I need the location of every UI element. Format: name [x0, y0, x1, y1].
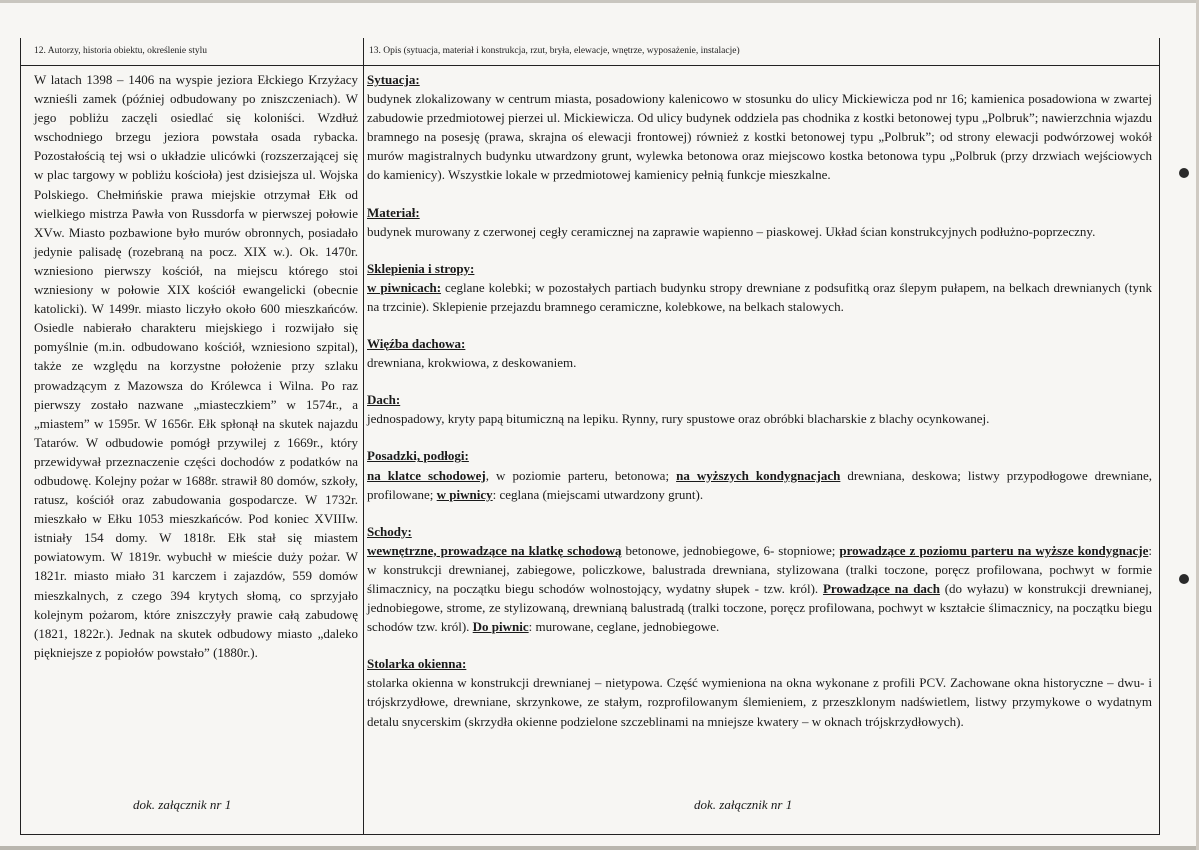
section-text: jednospadowy, kryty papą bitumiczną na lepiku. Rynny, rury spustowe oraz obróbki blacharskie z blachy ocynkowanej.: [367, 411, 990, 427]
scan-edge-top: [0, 0, 1199, 3]
section-lead: wewnętrzne, prowadzące na klatkę schodową: [367, 542, 622, 558]
section-lead: w piwnicach:: [367, 279, 442, 295]
section-title: Sytuacja:: [367, 72, 420, 87]
section-title: Więźba dachowa:: [367, 336, 466, 352]
section-lead: Prowadzące na dach: [822, 580, 940, 596]
section-body: betonowe, jednobiegowe, 6- stopniowe;: [621, 542, 840, 558]
section-stolarka: [367, 654, 1152, 730]
section-body: (do wyłazu) w konstrukcji drewnianej, jednobiegowe, strome, ze stylizowaną, drewnianą balustradą (tralki toczone, poręcz profilowana, pochwyt w kształcie ślimacznicy, na początku biegu schodów tzw. król).: [367, 580, 1152, 635]
section-text: stolarka okienna w konstrukcji drewnianej – nietypowa. Część wymieniona na okna wykonane z profili PCV. Zachowane okna historyczne – dwu- i trójskrzydłowe, drewniane, skrzynkowe, ze stałym, rozprofilowanym ślemieniem, z przeszklonym nadświetlem, listwy przymykowe o wydatnym detalu snycerskim (skrzydła okienne podzielone szczeblinami na mniejsze kwatery – w oknach trójskrzydłowych).: [367, 675, 1152, 729]
section-lead: na klatce schodowej: [367, 467, 486, 483]
section-text: drewniana, krokwiowa, z deskowaniem.: [367, 355, 577, 371]
section-body: : murowane, ceglane, jednobiegowe.: [528, 619, 720, 635]
section-posadzki: [367, 446, 1152, 503]
section-wiezba: [367, 334, 1152, 372]
binder-hole-bottom: [1179, 574, 1189, 584]
section-body: ceglane kolebki; w pozostałych partiach budynku stropy drewniane z podsufitką oraz ślepym pułapem, na belkach drewnianych (tynk na trzcinie). Sklepienie przejazdu bramnego ceramiczne, kolebkowe, na belkach stalowych.: [367, 279, 1153, 314]
attachment-note-right: dok. załącznik nr 1: [694, 797, 793, 812]
section-sytuacja: [367, 70, 1152, 185]
section-text: [367, 541, 1152, 636]
history-column: [34, 70, 358, 662]
section-body: : w konstrukcji drewnianej, zabiegowe, policzkowe, balustrada drewniana, stylizowana (tralki toczone, poręcz profilowana, pochwyt w formie ślimacznicy, na początku biegu schodów wolnostojący, wydatny słupek - tzw. król).: [367, 542, 1153, 596]
section-body: , w poziomie parteru, betonowa;: [485, 467, 677, 483]
section-text: budynek murowany z czerwonej cegły ceramicznej na zaprawie wapienno – piaskowej. Układ ścian konstrukcyjnych podłużno-poprzeczny.: [367, 223, 1096, 239]
section-title: Materiał:: [367, 204, 420, 220]
description-column: [367, 70, 1152, 749]
attachment-note-left: dok. załącznik nr 1: [133, 797, 232, 812]
section-body: : ceglana (miejscami utwardzony grunt).: [492, 486, 704, 502]
section-title: Stolarka okienna:: [367, 656, 467, 672]
column-divider: [363, 38, 364, 834]
section-dach: [367, 390, 1152, 428]
section-title: Dach:: [367, 392, 401, 408]
section-title: Schody:: [367, 523, 412, 539]
section-lead: w piwnicy: [436, 486, 493, 502]
section-text: [367, 278, 1152, 316]
section-title: Posadzki, podłogi:: [367, 448, 469, 464]
section-schody: [367, 522, 1152, 637]
header-right: 13. Opis (sytuacja, materiał i konstrukcja, rzut, bryła, elewacje, wnętrze, wyposażenie, instalacje): [369, 46, 740, 56]
section-material: [367, 203, 1152, 241]
scan-edge-bottom: [0, 846, 1199, 850]
section-lead: na wyższych kondygnacjach: [676, 467, 841, 483]
binder-hole-top: [1179, 168, 1189, 178]
section-sklepienia: [367, 259, 1152, 316]
history-text: W latach 1398 – 1406 na wyspie jeziora Ełckiego Krzyżacy wznieśli zamek (później odbudowany po zniszczeniach). W jego pobliżu zaczęli osiedlać się koloniści. Wzdłuż wschodniego brzegu jeziora powstała osada rybacka. Pozostałością tej wsi o układzie ulicówki (rozszerzającej się w plac targowy w pobliżu kościoła) jest dzisiejsza ul. Wojska Polskiego. Chełmińskie prawa miejskie otrzymał Ełk od wielkiego mistrza Pawła von Russdorfa w pierwszej połowie XVw. Miasto pozbawione było murów obronnych, posiadało jedynie palisadę (rozebraną na pocz. XIX w.). Ok. 1470r. wzniesiono pierwszy kościół, na miejscu którego stoi wzniesiony w połowie XIX kościół ewangelicki (obecnie katolicki). W 1499r. miasto liczyło około 600 mieszkańców. Osiedle nabierało charakteru miejskiego i rozwijało się pomyślnie (m.in. odbudowano kościół, wzniesiono szpital), także ze względu na korzystne położenie przy szlaku prowadzącym z Mazowsza do Królewca i Wilna. Po raz pierwszy zostało nazwane „miasteczkiem” w 1574r., a „miastem” w 1595r. W 1656r. Ełk spłonął na skutek najazdu Tatarów. W odbudowie pomógł przywilej z 1669r., który przewidywał przeznaczenie części dochodów z podatków na odbudowę. Kolejny pożar w 1688r. strawił 80 domów, szkoły, ratusz, kościół oraz zabudowania gospodarcze. W 1732r. mieszkało w Ełku 1053 mieszkańców. Pod koniec XVIIIw. istniały 154 domy. W 1818r. Ełk stał się miastem powiatowym. W 1819r. wybuchł w mieście duży pożar. W 1821r. miasto miało 31 karczem i zajazdów, 559 domów mieszkalnych, z czego 394 krytych słomą, co sprzyjało kolejnym pożarom, które zniszczyły prawie całą zabudowę (1821, 1822r.). Jednak na skutek odbudowy miasto „daleko piękniejsze z popiołów powstało” (1880r.).: [34, 72, 358, 660]
header-left: 12. Autorzy, historia obiektu, określenie stylu: [34, 46, 207, 56]
section-text: budynek zlokalizowany w centrum miasta, posadowiony kalenicowo w stosunku do ulicy Mickiewicza pod nr 16; kamienica posadowiona w zwartej zabudowie przedmiotowej pierzei ul. Mickiewicza. Od ulicy budynek oddziela pas chodnika z kostki betonowej typu „Polbruk”; nawierzchnia wjazdu bramnego na posesję (prawa, skrajna oś elewacji frontowej) również z kostki betonowej typu „Polbruk”; od strony elewacji podwórzowej wokół murów magistralnych budynku utwardzony grunt, wylewka betonowa oraz miejscowo kostka betonowa typu „Polbruk (przy drzwiach wejściowych do kamienicy). Wszystkie lokale w przedmiotowej kamienicy pełnią funkcje mieszkalne.: [367, 91, 1152, 183]
header-divider: [20, 65, 1159, 66]
section-lead: Do piwnic: [472, 619, 529, 635]
section-lead: prowadzące z poziomu parteru na wyższe kondygnacje: [839, 542, 1149, 558]
section-title: Sklepienia i stropy:: [367, 260, 475, 276]
section-text: [367, 466, 1152, 504]
section-body: drewniana, deskowa; listwy przypodłogowe drewniane, profilowane;: [367, 467, 1152, 502]
